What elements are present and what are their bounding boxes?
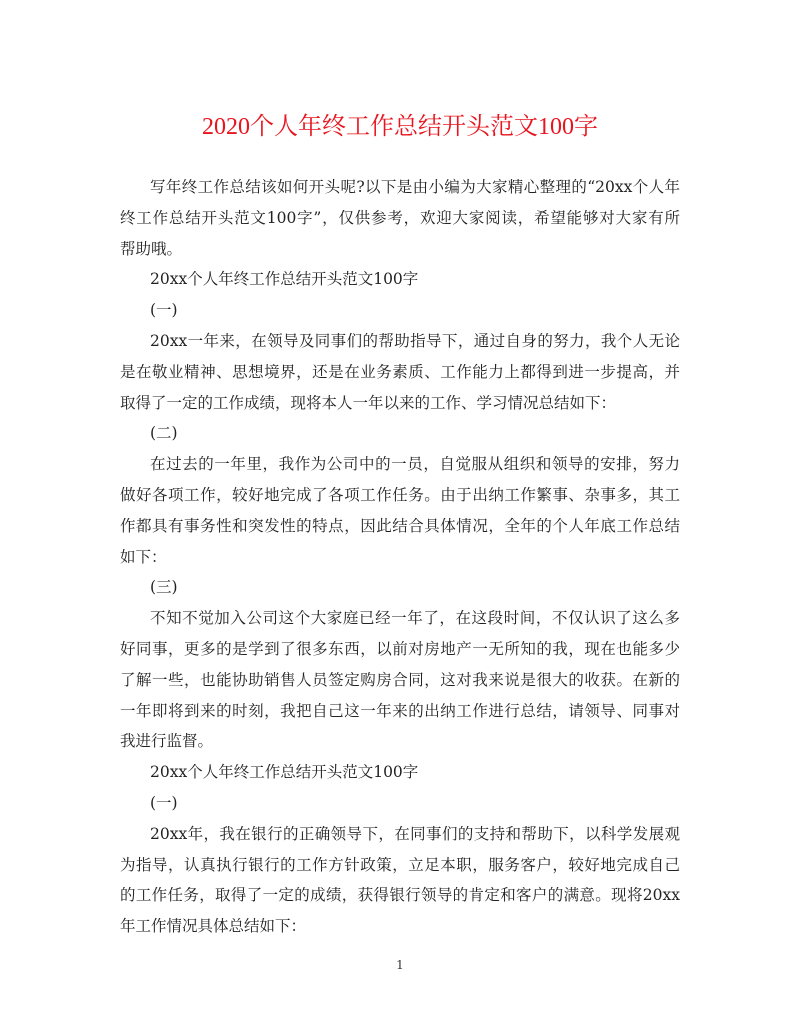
text-line: 在过去的一年里，我作为公司中的一员，自觉服从组织和领导的安排，努力 bbox=[150, 455, 680, 474]
paragraph bbox=[120, 572, 680, 603]
text-line: 作都具有事务性和突发性的特点，因此结合具体情况，全年的个人年底工作总结 bbox=[120, 516, 680, 535]
text-line: 20xx年，我在银行的正确领导下，在同事们的支持和帮助下，以科学发展观 bbox=[150, 824, 680, 843]
text-line: 做好各项工作，较好地完成了各项工作任务。由于出纳工作繁事、杂事多，其工 bbox=[120, 485, 680, 504]
text-line: 了解一些，也能协助销售人员签定购房合同，这对我来说是很大的收获。在新的 bbox=[120, 670, 680, 689]
text-line: 写年终工作总结该如何开头呢?以下是由小编为大家精心整理的“20xx个人年 bbox=[150, 178, 680, 196]
paragraph bbox=[120, 757, 680, 788]
page-number: 1 bbox=[396, 958, 404, 972]
text-line: 20xx个人年终工作总结开头范文100字 bbox=[150, 763, 419, 782]
text-line: 为指导，认真执行银行的工作方针政策，立足本职，服务客户，较好地完成自己 bbox=[120, 855, 680, 874]
text-line: (三) bbox=[150, 578, 178, 597]
text-line: 如下： bbox=[120, 547, 167, 566]
paragraph bbox=[120, 819, 680, 942]
text-line: 是在敬业精神、思想境界，还是在业务素质、工作能力上都得到进一步提高，并 bbox=[120, 362, 680, 381]
paragraph bbox=[120, 295, 680, 326]
text-line: 好同事，更多的是学到了很多东西，以前对房地产一无所知的我，现在也能多少 bbox=[120, 639, 680, 658]
text-line: 不知不觉加入公司这个大家庭已经一年了，在这段时间，不仅认识了这么多 bbox=[150, 609, 680, 628]
paragraph bbox=[120, 788, 680, 819]
text-line: (一) bbox=[150, 793, 178, 812]
paragraph bbox=[120, 172, 680, 264]
text-line: 20xx一年来，在领导及同事们的帮助指导下，通过自身的努力，我个人无论 bbox=[150, 331, 680, 350]
text-line: 帮助哦。 bbox=[120, 239, 183, 258]
text-line: 我进行监督。 bbox=[120, 732, 214, 751]
text-line: (一) bbox=[150, 301, 178, 320]
document-title: 2020个人年终工作总结开头范文100字 bbox=[202, 114, 598, 140]
text-line: 一年即将到来的时刻，我把自己这一年来的出纳工作进行总结，请领导、同事对 bbox=[120, 701, 680, 720]
paragraph bbox=[120, 326, 680, 418]
text-line: 终工作总结开头范文100字”，仅供参考，欢迎大家阅读，希望能够对大家有所 bbox=[120, 208, 680, 227]
text-line: (二) bbox=[150, 424, 178, 443]
text-line: 20xx个人年终工作总结开头范文100字 bbox=[150, 270, 419, 289]
text-line: 取得了一定的工作成绩，现将本人一年以来的工作、学习情况总结如下： bbox=[120, 393, 617, 412]
paragraph bbox=[120, 264, 680, 295]
paragraph bbox=[120, 449, 680, 572]
paragraph bbox=[120, 418, 680, 449]
paragraph bbox=[120, 603, 680, 757]
text-line: 的工作任务，取得了一定的成绩，获得银行领导的肯定和客户的满意。现将20xx bbox=[120, 886, 680, 905]
document-body bbox=[120, 172, 680, 942]
text-line: 年工作情况具体总结如下： bbox=[120, 917, 307, 936]
